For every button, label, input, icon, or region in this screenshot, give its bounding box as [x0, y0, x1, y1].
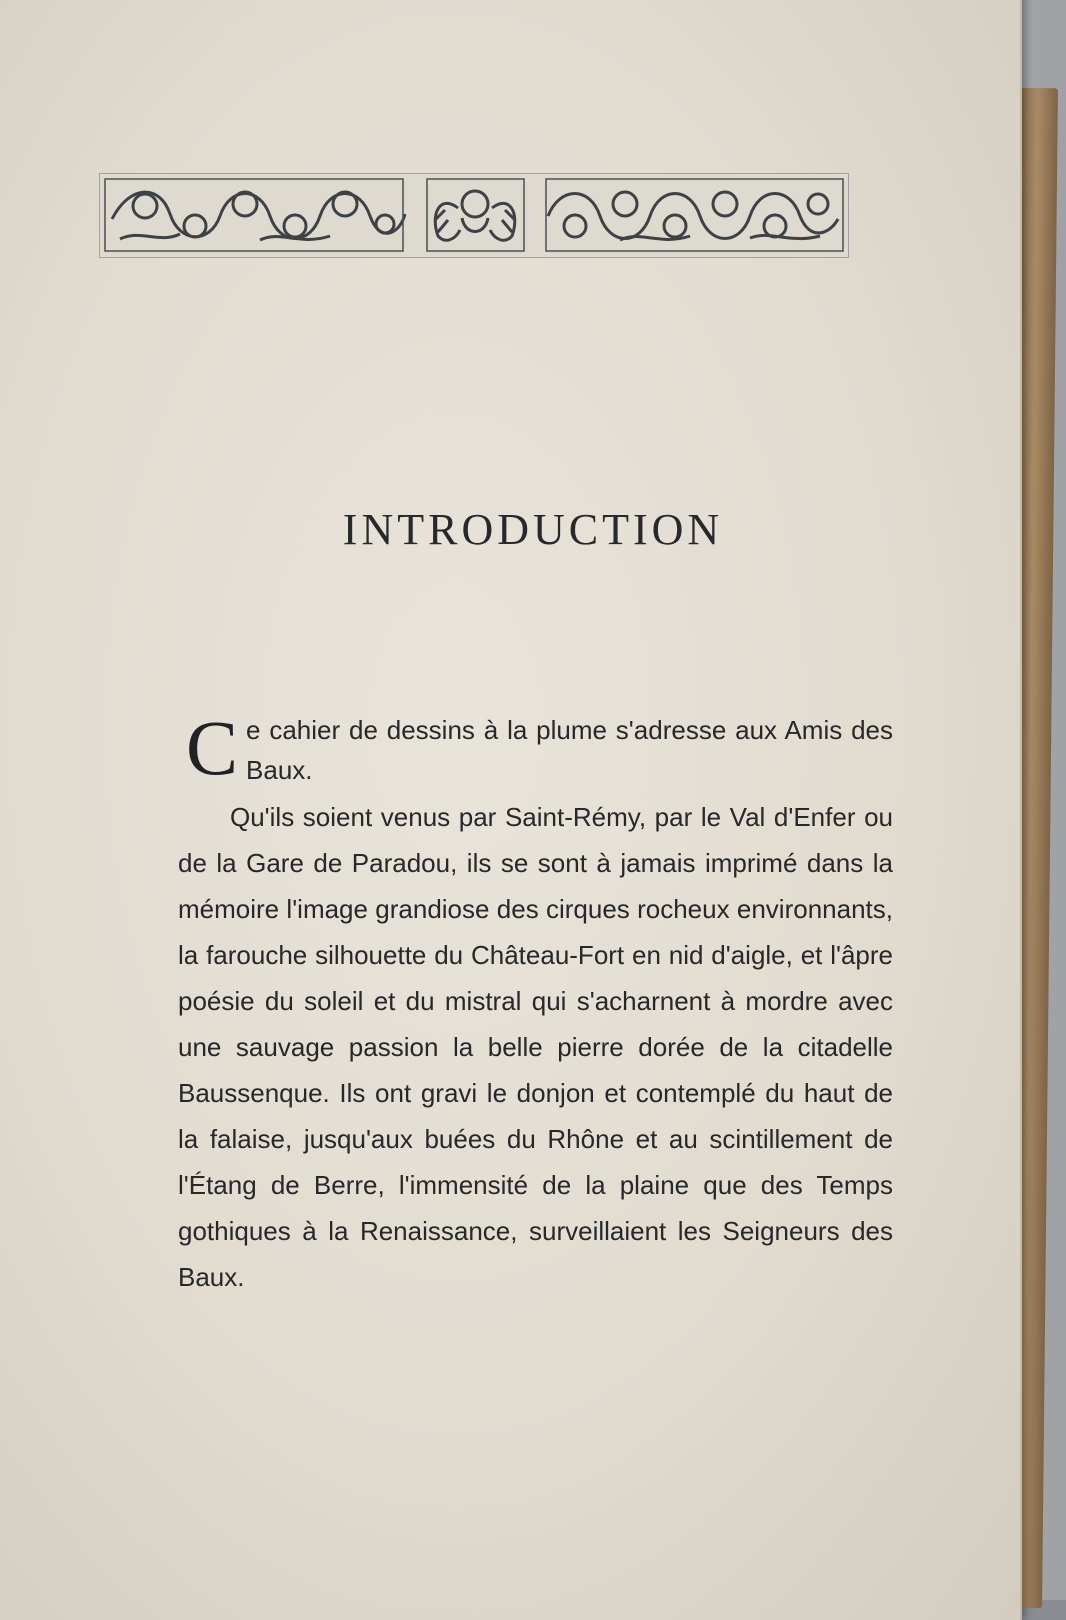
ornamental-headpiece-icon	[99, 173, 849, 258]
body-text	[178, 704, 893, 1300]
paragraph-2: Qu'ils soient venus par Saint-Rémy, par le Val d'Enfer ou de la Gare de Paradou, ils se sont à jamais imprimé dans la mémoire l'image grandiose des cirques rocheux environnants, la farouche silhouette du Château-Fort en nid d'aigle, et l'âpre poésie du soleil et du mistral qui s'acharnent à mordre avec une sauvage passion la belle pierre dorée de la citadelle Baussenque. Ils ont gravi le donjon et contemplé du haut de la falaise, jusqu'aux buées du Rhône et au scintillement de l'Étang de Berre, l'immensité de la plaine que des Temps gothiques à la Renaissance, surveillaient les Seigneurs des Baux.	[178, 802, 893, 1292]
drop-cap: C	[186, 704, 239, 791]
page-title: INTRODUCTION	[342, 505, 724, 554]
paragraph-1-text: e cahier de dessins à la plume s'adresse aux Amis des Baux.	[246, 715, 893, 785]
paragraph-1	[178, 704, 893, 791]
